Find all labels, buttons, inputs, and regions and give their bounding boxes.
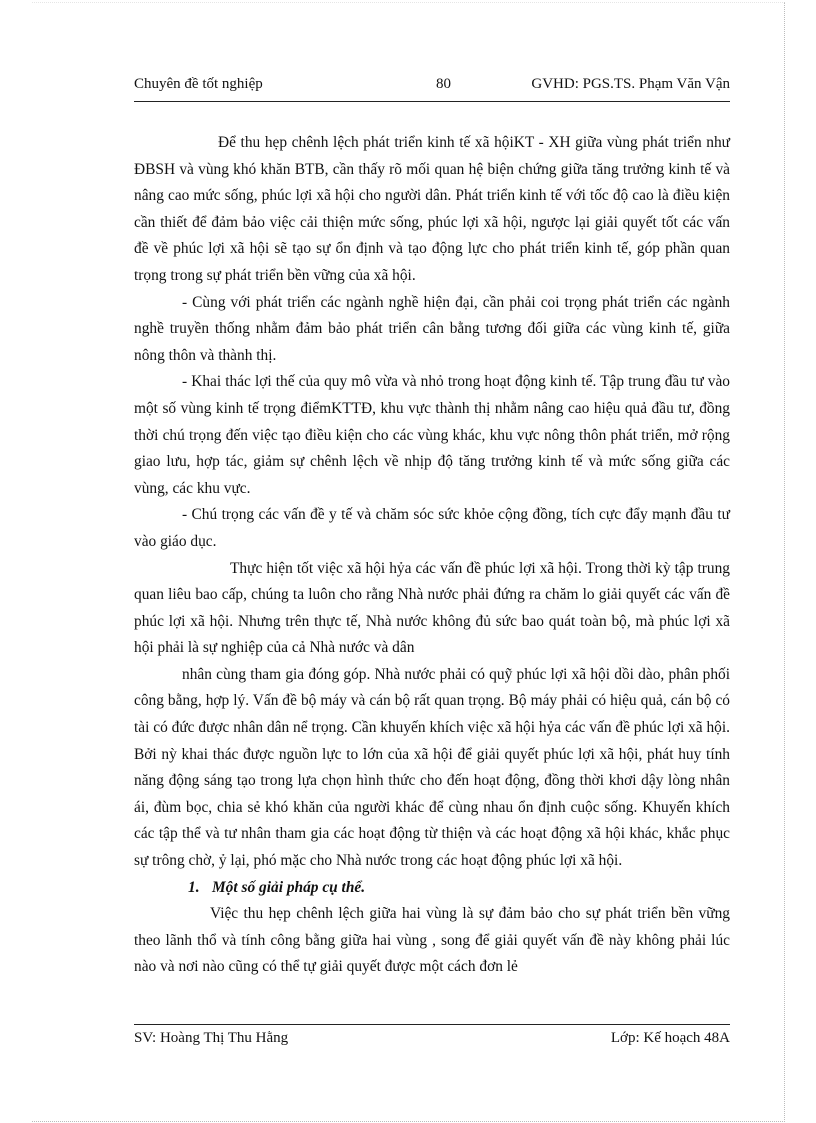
paragraph: Để thu hẹp chênh lệch phát triển kinh tế xã hộiKT - XH giữa vùng phát triển như ĐBSH và vùng khó khăn BTB, cần thấy rõ mối quan hệ biện chứng giữa tăng trưởng kinh tế và nâng cao mức sống, phúc lợi xã hội cho người dân. Phát triển kinh tế với tốc độ cao là điều kiện cần thiết để đảm bảo việc cải thiện mức sống, phúc lợi xã hội, ngược lại giải quyết tốt các vấn đề về phúc lợi xã hội sẽ tạo sự ổn định và tạo động lực cho phát triển kinh tế, góp phần quan trọng trong sự phát triển bền vững của xã hội. xyxy=(134,134,730,284)
section-heading xyxy=(134,875,730,902)
page-number: 80 xyxy=(436,76,451,92)
header-rule xyxy=(134,101,730,102)
paragraph: Việc thu hẹp chênh lệch giữa hai vùng là sự đảm bảo cho sự phát triển bền vững theo lãnh thổ và tính công bằng giữa hai vùng , song để giải quyết vấn đề này không phải lúc nào và nơi nào cũng có thể tự giải quyết được một cách đơn lẻ xyxy=(134,905,730,976)
footer-rule xyxy=(134,1024,730,1025)
header-advisor: GVHD: PGS.TS. Phạm Văn Vận xyxy=(531,76,730,92)
page-footer xyxy=(134,1030,730,1052)
section-number: 1. xyxy=(188,878,200,896)
bullet-paragraph: - Chú trọng các vấn đề y tế và chăm sóc sức khỏe cộng đồng, tích cực đẩy mạnh đầu tư vào giáo dục. xyxy=(134,506,730,550)
footer-class: Lớp: Kế hoạch 48A xyxy=(610,1030,730,1046)
bullet-paragraph: - Khai thác lợi thế của quy mô vừa và nhỏ trong hoạt động kinh tế. Tập trung đầu tư vào một số vùng kinh tế trọng điểmKTTĐ, khu vực thành thị nhằm nâng cao hiệu quả đầu tư, đồng thời chú trọng đến việc tạo điều kiện cho các vùng khác, khu vực nông thôn phát triển, mở rộng giao lưu, hợp tác, giảm sự chênh lệch về nhịp độ tăng trưởng kinh tế và mức sống giữa các vùng, các khu vực. xyxy=(134,373,730,497)
document-body xyxy=(134,130,730,981)
section-title: Một số giải pháp cụ thể. xyxy=(212,878,366,896)
footer-student: SV: Hoàng Thị Thu Hằng xyxy=(134,1030,289,1046)
header-title: Chuyên đề tốt nghiệp xyxy=(134,76,263,92)
paragraph: Thực hiện tốt việc xã hội hỷa các vấn đề phúc lợi xã hội. Trong thời kỳ tập trung quan liêu bao cấp, chúng ta luôn cho rằng Nhà nước phải đứng ra chăm lo giải quyết các vấn đề phúc lợi xã hội. Nhưng trên thực tế, Nhà nước không đủ sức bao quát toàn bộ, mà phúc lợi xã hội phải là sự nghiệp của cả Nhà nước và dân xyxy=(134,559,730,657)
page-header xyxy=(134,76,730,98)
paragraph: nhân cùng tham gia đóng góp. Nhà nước phải có quỹ phúc lợi xã hội dồi dào, phân phối công bằng, hợp lý. Vấn đề bộ máy và cán bộ rất quan trọng. Bộ máy phải có hiệu quả, cán bộ có tài có đức được nhân dân nể trọng. Cần khuyến khích việc xã hội hỷa các vấn đề phúc lợi xã hội. Bởi nỳ khai thác được nguồn lực to lớn của xã hội để giải quyết phúc lợi xã hội, phát huy tính năng động sáng tạo trong lựa chọn hình thức cho đến hoạt động, đồng thời khơi dậy lòng nhân ái, đùm bọc, chia sẻ khó khăn của người khác để cùng nhau ổn định cuộc sống. Khuyến khích các tập thể và tư nhân tham gia các hoạt động từ thiện và các hoạt động xã hội khác, khắc phục sự trông chờ, ỷ lại, phó mặc cho Nhà nước trong các hoạt động phúc lợi xã hội. xyxy=(134,665,730,870)
bullet-paragraph: - Cùng với phát triển các ngành nghề hiện đại, cần phải coi trọng phát triển các ngành nghề truyền thống nhằm đảm bảo phát triển cân bằng tương đối giữa các vùng kinh tế, giữa nông thôn và thành thị. xyxy=(134,293,730,364)
